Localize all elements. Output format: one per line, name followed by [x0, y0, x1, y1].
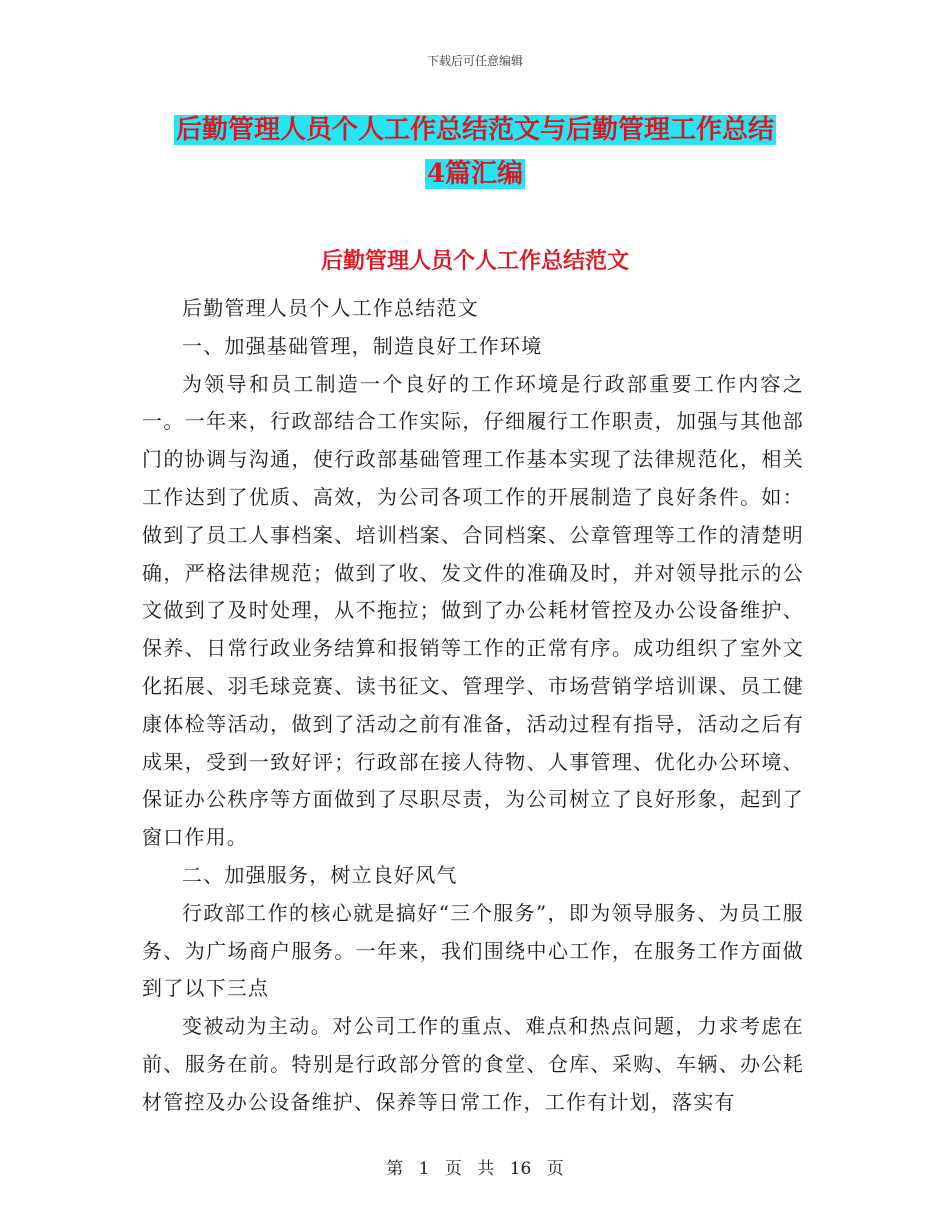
body-text	[142, 290, 804, 1122]
footer-page-number: 1	[418, 1159, 430, 1179]
paragraph: 后勤管理人员个人工作总结范文	[182, 296, 479, 320]
paragraph: 行政部工作的核心就是搞好“三个服务”，即为领导服务、为员工服务、为广场商户服务。一年来，我们围绕中心工作，在服务工作方面做到了以下三点	[142, 900, 804, 1001]
main-title	[140, 108, 810, 196]
footer-total-pages: 16	[509, 1159, 532, 1179]
header-note: 下载后可任意编辑	[426, 54, 523, 68]
footer-page-label: 页	[444, 1159, 462, 1179]
paragraph: 为领导和员工制造一个良好的工作环境是行政部重要工作内容之一。一年来，行政部结合工作实际，仔细履行工作职责，加强与其他部门的协调与沟通，使行政部基础管理工作基本实现了法律规范化，相关工作达到了优质、高效，为公司各项工作的开展制造了良好条件。如：做到了员工人事档案、培训档案、合同档案、公章管理等工作的清楚明确，严格法律规范；做到了收、发文件的准确及时，并对领导批示的公文做到了及时处理，从不拖拉；做到了办公耗材管控及办公设备维护、保养、日常行政业务结算和报销等工作的正常有序。成功组织了室外文化拓展、羽毛球竞赛、读书征文、管理学、市场营销学培训课、员工健康体检等活动，做到了活动之前有准备，活动过程有指导，活动之后有成果，受到一致好评；行政部在接人待物、人事管理、优化办公环境、保证办公秩序等方面做到了尽职尽责，为公司树立了良好形象，起到了窗口作用。	[142, 371, 804, 850]
section-title: 后勤管理人员个人工作总结范文	[320, 248, 629, 274]
paragraph: 一、加强基础管理，制造良好工作环境	[182, 333, 543, 358]
paragraph: 变被动为主动。对公司工作的重点、难点和热点问题，力求考虑在前、服务在前。特别是行政部分管的食堂、仓库、采购、车辆、办公耗材管控及办公设备维护、保养等日常工作，工作有计划，落实有	[142, 1014, 804, 1114]
footer-suffix: 页	[546, 1159, 564, 1179]
main-title-line1: 后勤管理人员个人工作总结范文与后勤管理工作总结	[175, 115, 774, 145]
paragraph: 二、加强服务，树立良好风气	[182, 862, 458, 887]
footer-of: 共	[477, 1159, 495, 1179]
main-title-line2: 4篇汇编	[426, 159, 524, 189]
page-footer	[0, 1154, 950, 1179]
footer-prefix: 第	[386, 1159, 404, 1179]
